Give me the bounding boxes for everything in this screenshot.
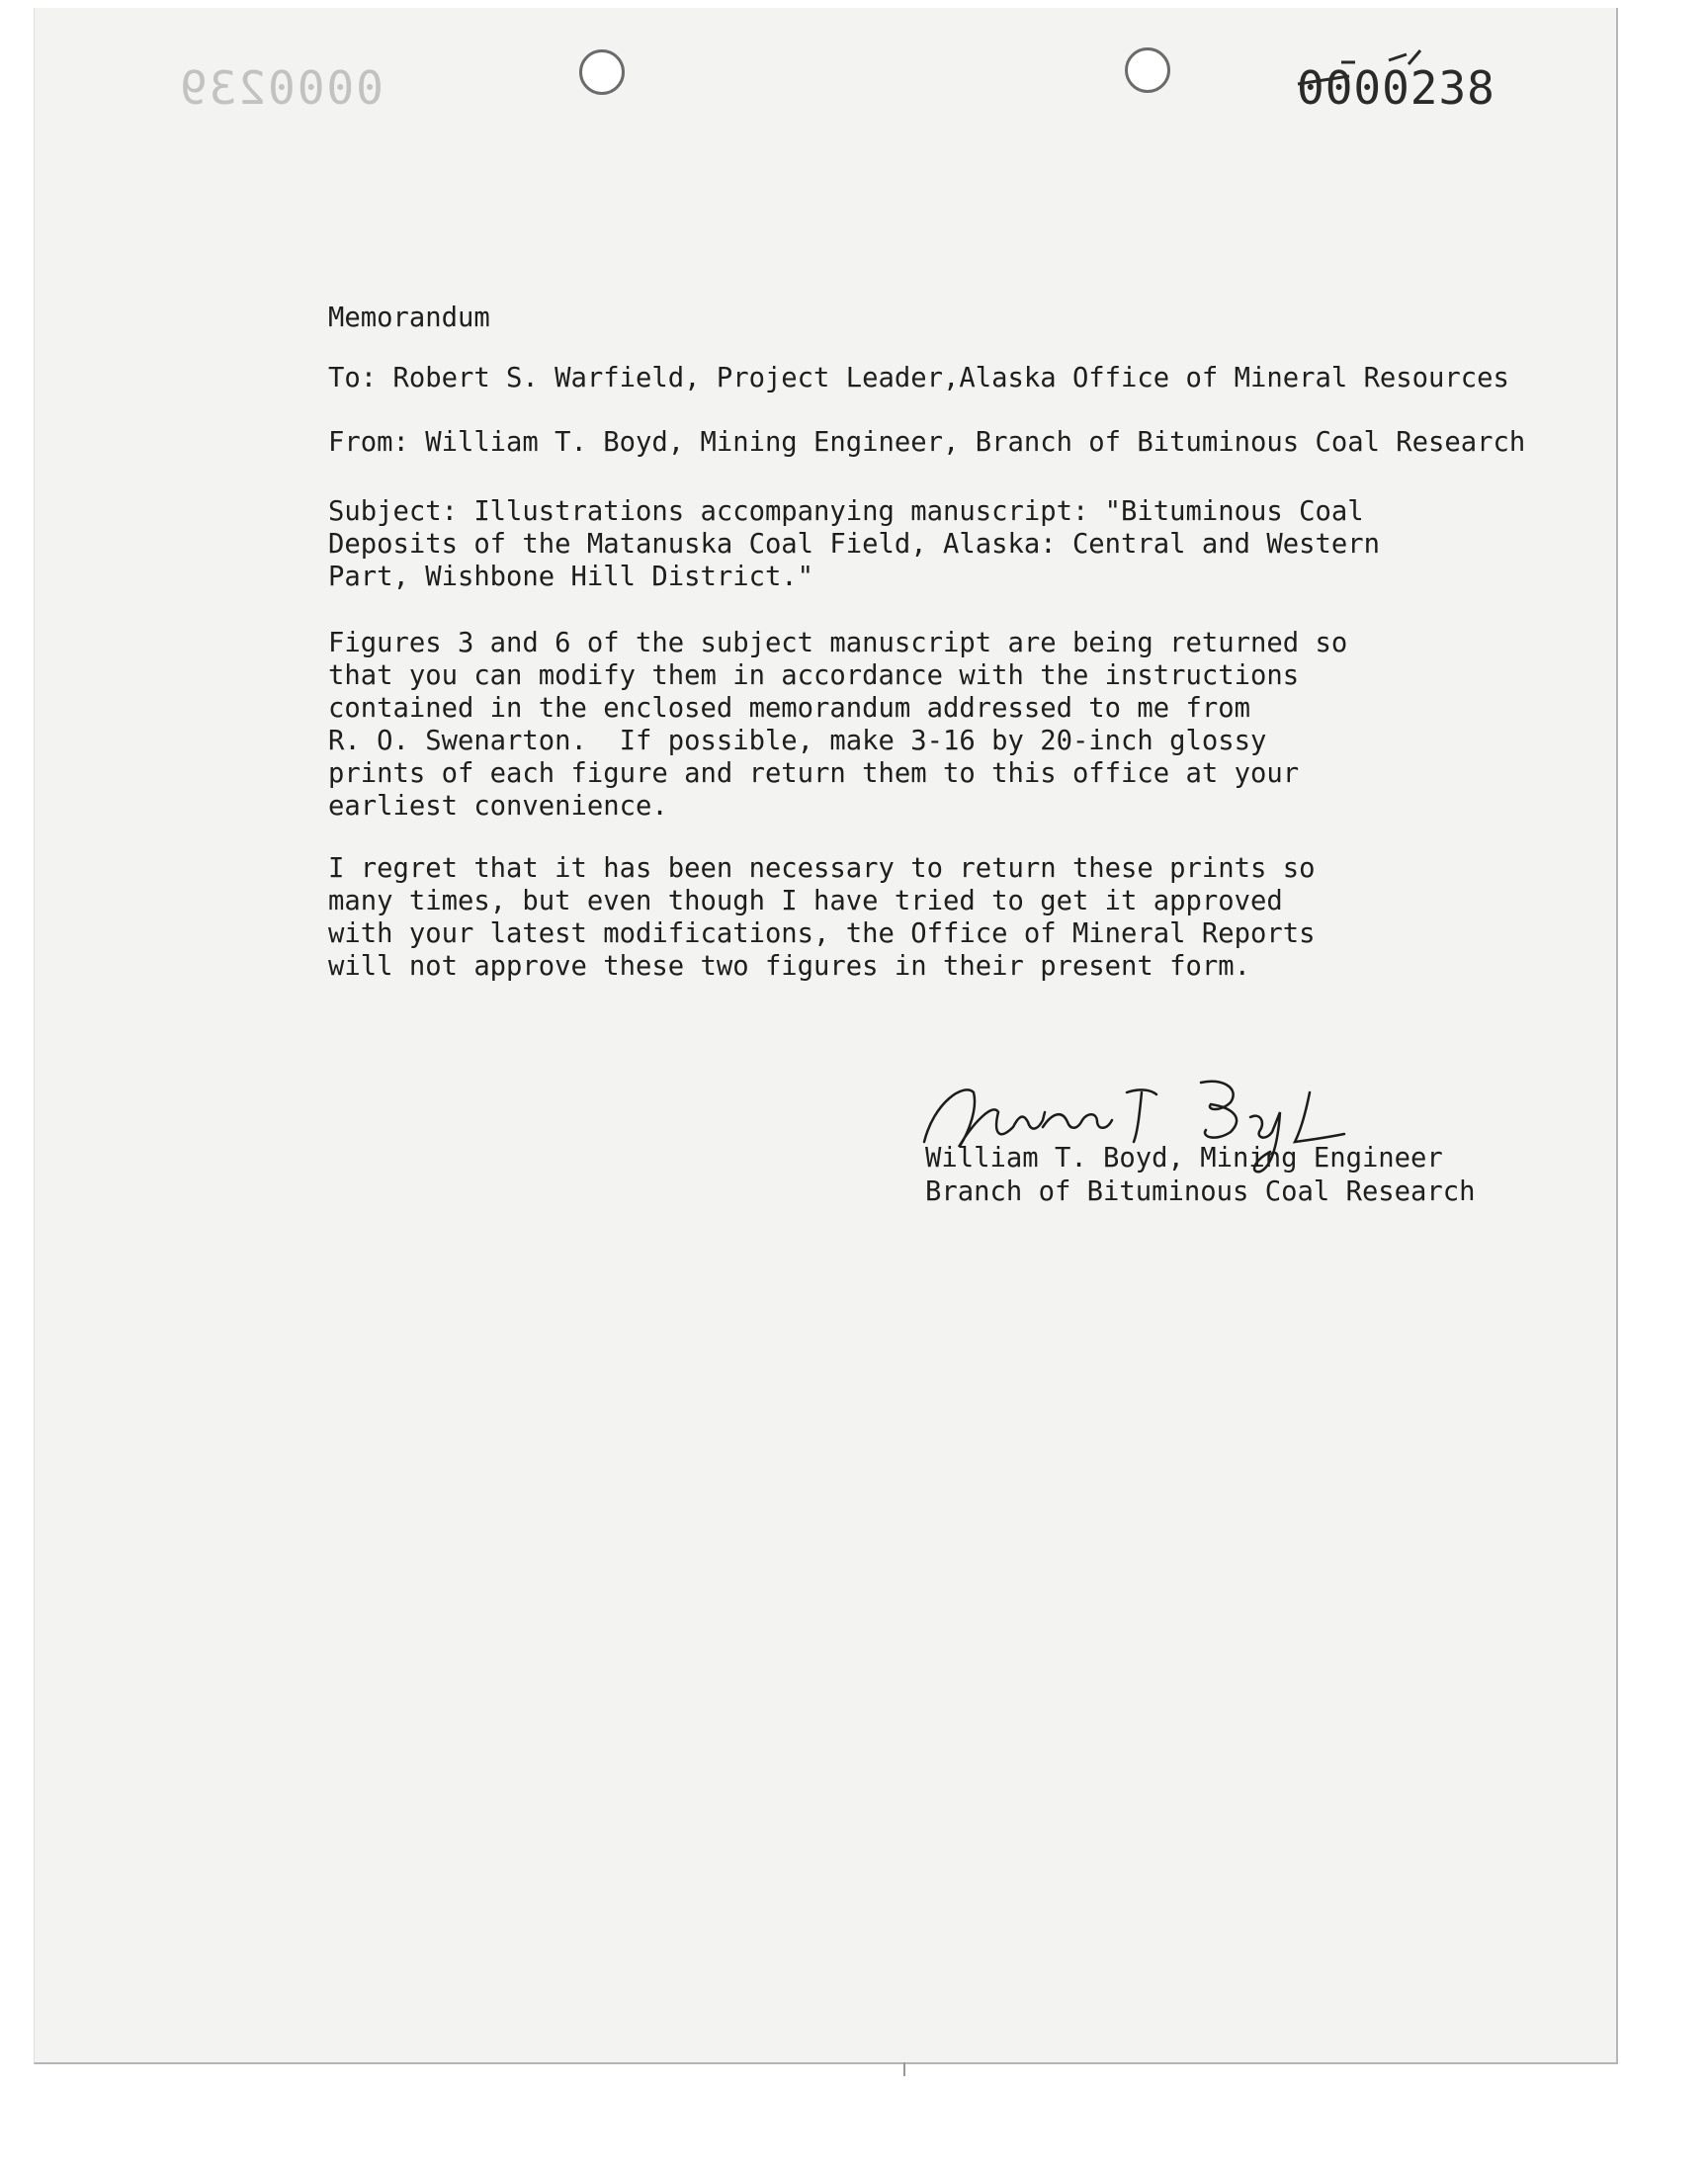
body-line: that you can modify them in accordance with the instructions <box>328 660 1300 691</box>
memo-from-line: From: William T. Boyd, Mining Engineer, Branch of Bituminous Coal Research <box>328 427 1526 458</box>
subject-line: Part, Wishbone Hill District." <box>328 562 814 592</box>
punch-hole-right <box>1125 47 1170 93</box>
body-line: earliest convenience. <box>328 791 668 822</box>
memo-to-line: To: Robert S. Warfield, Project Leader,Alaska Office of Mineral Resources <box>328 363 1509 393</box>
body-line: R. O. Swenarton. If possible, make 3-16 by 20-inch glossy <box>328 726 1267 756</box>
body-line: contained in the enclosed memorandum addressed to me from <box>328 693 1250 724</box>
stamp-strikeout-mark <box>1290 54 1448 114</box>
body-line: prints of each figure and return them to this office at your <box>328 758 1300 789</box>
memo-subject <box>328 495 1380 593</box>
subject-line: Subject: Illustrations accompanying manuscript: "Bituminous Coal <box>328 496 1364 527</box>
body-line: I regret that it has been necessary to return these prints so <box>328 853 1316 884</box>
signature-block <box>925 1142 1476 1209</box>
body-line: with your latest modifications, the Office of Mineral Reports <box>328 918 1316 949</box>
document-number-stamp: 0000238 <box>1297 61 1495 115</box>
signature-line: William T. Boyd, Mining Engineer <box>925 1143 1443 1174</box>
memo-body-paragraph-2 <box>328 852 1315 983</box>
memo-page <box>34 8 1618 2064</box>
scan-edge-mark <box>903 2062 905 2076</box>
body-line: will not approve these two figures in their present form. <box>328 951 1250 982</box>
punch-hole-left <box>579 49 625 95</box>
body-line: Figures 3 and 6 of the subject manuscript are being returned so <box>328 628 1348 658</box>
memo-heading: Memorandum <box>328 303 490 333</box>
body-line: many times, but even though I have tried to get it approved <box>328 886 1283 916</box>
subject-line: Deposits of the Matanuska Coal Field, Alaska: Central and Western <box>328 529 1380 560</box>
signature-name: William T. Boyd <box>904 1073 911 1074</box>
mirrored-document-number-stamp: 0000239 <box>178 61 384 115</box>
signature-line: Branch of Bituminous Coal Research <box>925 1176 1476 1207</box>
memo-body-paragraph-1 <box>328 627 1347 823</box>
